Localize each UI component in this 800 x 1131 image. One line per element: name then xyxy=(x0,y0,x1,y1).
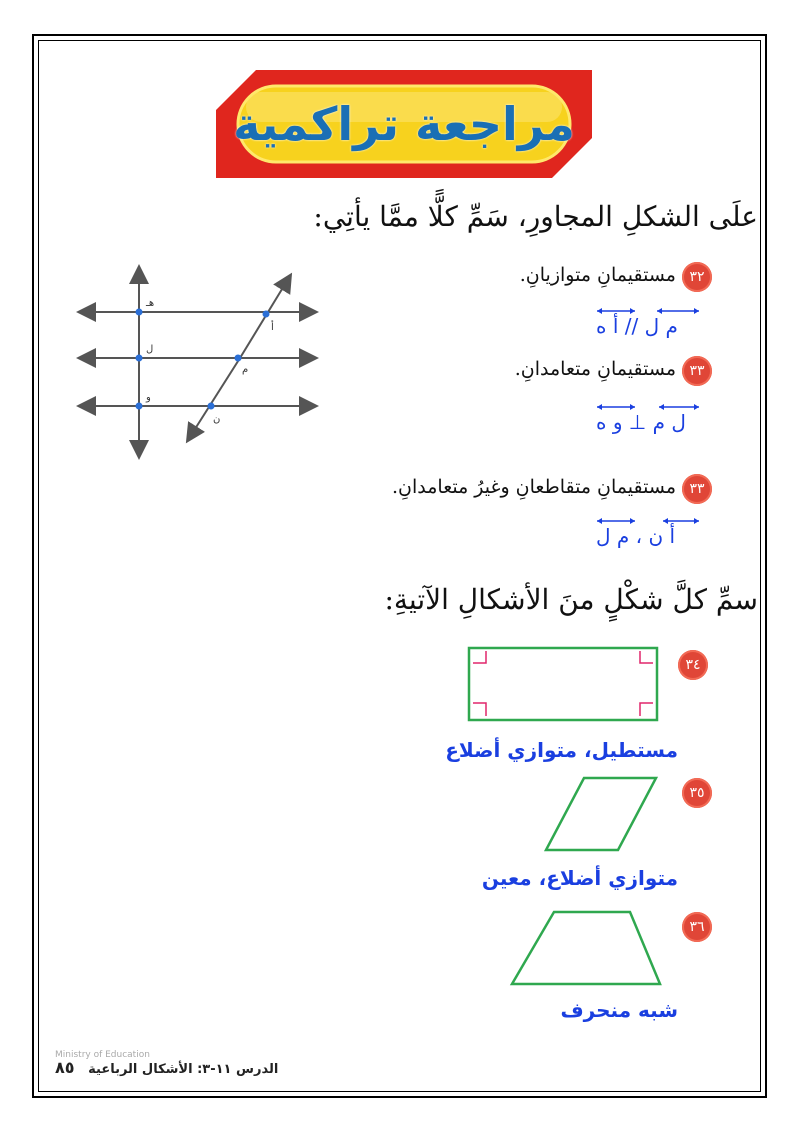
lines-figure xyxy=(70,262,330,467)
question-number-36: ٣٦ xyxy=(682,912,712,942)
question-33b-text: مستقيمانِ متقاطعانِ وغيرُ متعامدانِ. xyxy=(391,476,676,498)
question-32-text: مستقيمانِ متوازيانِ. xyxy=(519,264,676,286)
review-banner xyxy=(216,70,592,178)
label-n: ن xyxy=(213,414,221,425)
question-number-33b: ٣٣ xyxy=(682,474,712,504)
question-number-35: ٣٥ xyxy=(682,778,712,808)
section2-heading: سمِّ كلَّ شكْلٍ منَ الأشكالِ الآتيةِ: xyxy=(384,583,758,616)
answer-32: م ل // أ ه xyxy=(596,314,678,338)
footer-watermark: Ministry of Education xyxy=(55,1050,150,1060)
label-h: هـ xyxy=(146,298,155,309)
answer-34: مستطيل، متوازي أضلاع xyxy=(445,738,678,762)
rectangle-shape xyxy=(466,645,662,723)
label-m: م xyxy=(242,364,249,375)
question-number-33: ٣٣ xyxy=(682,356,712,386)
question-33-text: مستقيمانِ متعامدانِ. xyxy=(514,358,676,380)
footer-lesson: الدرس ١١-٣: الأشكال الرباعية xyxy=(88,1062,279,1077)
banner-title: مراجعة تراكمية xyxy=(233,97,575,151)
answer-33: ل م ⊥ و ه xyxy=(596,410,686,434)
answer-33b: أ ن ، م ل xyxy=(596,524,676,548)
label-a: أ xyxy=(271,322,274,333)
question-number-34: ٣٤ xyxy=(678,650,708,680)
page-footer xyxy=(55,1058,278,1077)
answer-36: شبه منحرف xyxy=(560,998,678,1022)
question-number-32: ٣٢ xyxy=(682,262,712,292)
trapezoid-shape xyxy=(508,908,664,988)
rhombus-shape xyxy=(542,774,660,854)
label-w: و xyxy=(146,392,151,403)
section1-heading: علَى الشكلِ المجاورِ، سَمِّ كلًّا ممَّا يأتِي: xyxy=(313,200,758,233)
answer-35: متوازي أضلاع، معين xyxy=(481,866,678,890)
footer-page-number: ٨٥ xyxy=(55,1058,75,1077)
label-l: ل xyxy=(146,344,154,355)
